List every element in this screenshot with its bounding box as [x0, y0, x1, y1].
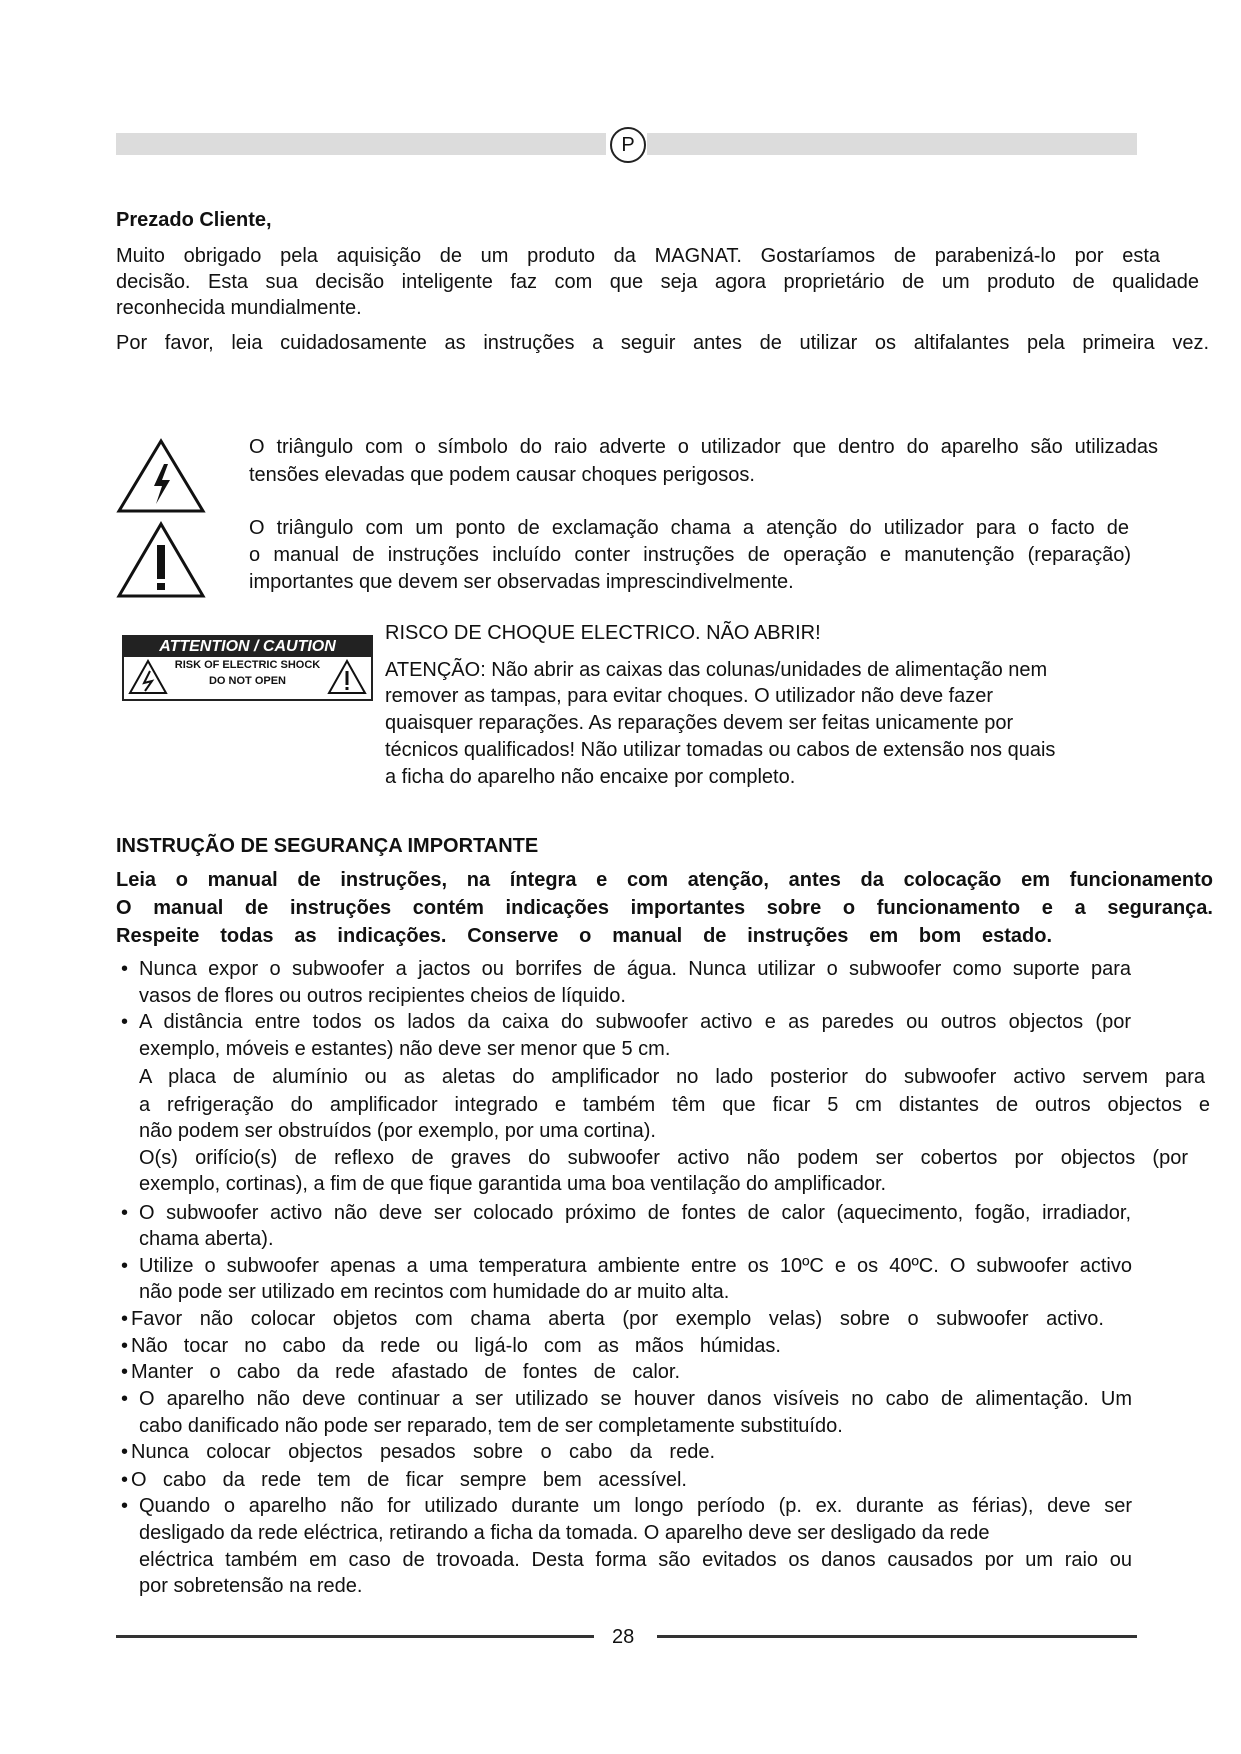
page-number: 28	[612, 1626, 635, 1648]
bullet-icon: •	[121, 1255, 129, 1277]
safety-line: O aparelho não deve continuar a ser utilizado se houver danos visíveis no cabo de alimentação. Um	[139, 1388, 1132, 1410]
safety-line: Nunca colocar objectos pesados sobre o cabo da rede.	[131, 1441, 715, 1463]
intro-line: reconhecida mundialmente.	[116, 297, 362, 319]
safety-line: O cabo da rede tem de ficar sempre bem acessível.	[131, 1469, 687, 1491]
warnings-line: o manual de instruções incluído conter instruções de operação e manutenção (reparação)	[249, 544, 1131, 566]
safety-line: Favor não colocar objetos com chama aberta (por exemplo velas) sobre o subwoofer activo.	[131, 1308, 1104, 1330]
safety-line: Nunca expor o subwoofer a jactos ou borrifes de água. Nunca utilizar o subwoofer como suporte para	[139, 958, 1131, 980]
greeting: Prezado Cliente,	[116, 209, 272, 231]
safety-line: não pode ser utilizado em recintos com humidade do ar muito alta.	[139, 1281, 730, 1303]
caution-label-title: ATTENTION / CAUTION	[124, 637, 371, 657]
language-badge: P	[610, 127, 646, 163]
safety-line: cabo danificado não pode ser reparado, tem de ser completamente substituído.	[139, 1415, 843, 1437]
bullet-icon: •	[121, 1495, 129, 1517]
bullet-icon: •	[121, 958, 129, 980]
footer-rule-right	[657, 1635, 1137, 1638]
caution-exclamation-icon	[327, 659, 367, 695]
safety-line: eléctrica também em caso de trovoada. Desta forma são evitados os danos causados por um raio ou	[139, 1549, 1132, 1571]
warnings-line: importantes que devem ser observadas imprescindivelmente.	[249, 571, 794, 593]
safety-line: exemplo, cortinas), a fim de que fique garantida uma boa ventilação do amplificador.	[139, 1173, 887, 1195]
safety-line: Não tocar no cabo da rede ou ligá-lo com as mãos húmidas.	[131, 1335, 781, 1357]
bullet-icon: •	[121, 1469, 129, 1491]
bullet-icon: •	[121, 1202, 129, 1224]
safety-line: O subwoofer activo não deve ser colocado próximo de fontes de calor (aquecimento, fogão, irradiador,	[139, 1202, 1131, 1224]
intro-line: Muito obrigado pela aquisição de um produto da MAGNAT. Gostaríamos de parabenizá-lo por esta	[116, 245, 1160, 267]
bullet-icon: •	[121, 1308, 129, 1330]
lightning-warning-icon	[116, 438, 206, 514]
safety-line: Respeite todas as indicações. Conserve o manual de instruções em bom estado.	[116, 925, 1052, 947]
exclamation-warning-icon	[116, 521, 206, 599]
bullet-icon: •	[121, 1388, 129, 1410]
caution-text-line: a ficha do aparelho não encaixe por completo.	[385, 766, 796, 788]
safety-line: A distância entre todos os lados da caixa do subwoofer activo e as paredes ou outros objectos (por	[139, 1011, 1131, 1033]
caution-text-line: quaisquer reparações. As reparações devem ser feitas unicamente por	[385, 712, 1014, 734]
caution-text-line: ATENÇÃO: Não abrir as caixas das colunas/unidades de alimentação nem	[385, 659, 1048, 681]
header-bar-right	[647, 133, 1137, 155]
footer-rule-left	[116, 1635, 594, 1638]
warnings-line: tensões elevadas que podem causar choques perigosos.	[249, 464, 755, 486]
caution-text-line: remover as tampas, para evitar choques. O utilizador não deve fazer	[385, 685, 994, 707]
safety-line: exemplo, móveis e estantes) não deve ser menor que 5 cm.	[139, 1038, 671, 1060]
safety-line: O(s) orifício(s) de reflexo de graves do subwoofer activo não podem ser cobertos por objectos (por	[139, 1147, 1188, 1169]
caution-label-line2: DO NOT OPEN	[208, 675, 286, 687]
bullet-icon: •	[121, 1335, 129, 1357]
safety-line: A placa de alumínio ou as aletas do amplificador no lado posterior do subwoofer activo servem para	[139, 1066, 1205, 1088]
safety-line: Utilize o subwoofer apenas a uma temperatura ambiente entre os 10ºC e os 40ºC. O subwoofer activo	[139, 1255, 1132, 1277]
safety-line: chama aberta).	[139, 1228, 274, 1250]
bullet-icon: •	[121, 1361, 129, 1383]
safety-line: O manual de instruções contém indicações importantes sobre o funcionamento e a segurança.	[116, 897, 1213, 919]
caution-lightning-icon	[128, 659, 168, 695]
safety-title: INSTRUÇÃO DE SEGURANÇA IMPORTANTE	[116, 835, 539, 857]
safety-line: vasos de flores ou outros recipientes cheios de líquido.	[139, 985, 626, 1007]
caution-text-line: técnicos qualificados! Não utilizar tomadas ou cabos de extensão nos quais	[385, 739, 1056, 761]
bullet-icon: •	[121, 1441, 129, 1463]
safety-line: Quando o aparelho não for utilizado durante um longo período (p. ex. durante as férias), deve ser	[139, 1495, 1132, 1517]
intro-line: decisão. Esta sua decisão inteligente faz com que seja agora proprietário de um produto de qualidade	[116, 271, 1199, 293]
safety-line: Leia o manual de instruções, na íntegra e com atenção, antes da colocação em funcionamento	[116, 869, 1213, 891]
warnings-line: O triângulo com um ponto de exclamação chama a atenção do utilizador para o facto de	[249, 517, 1129, 539]
safety-line: desligado da rede eléctrica, retirando a ficha da tomada. O aparelho deve ser desligado da rede	[139, 1522, 990, 1544]
caution-label-line1: RISK OF ELECTRIC SHOCK	[174, 659, 321, 671]
warnings-line: O triângulo com o símbolo do raio adverte o utilizador que dentro do aparelho são utilizadas	[249, 436, 1158, 458]
safety-line: não podem ser obstruídos (por exemplo, por uma cortina).	[139, 1120, 656, 1142]
header-bar-left	[116, 133, 606, 155]
safety-line: por sobretensão na rede.	[139, 1575, 363, 1597]
caution-label	[122, 635, 373, 701]
bullet-icon: •	[121, 1011, 129, 1033]
intro-line: Por favor, leia cuidadosamente as instruções a seguir antes de utilizar os altifalantes pela primeira vez.	[116, 332, 1209, 354]
safety-line: a refrigeração do amplificador integrado e também têm que ficar 5 cm distantes de outros objectos e	[139, 1094, 1210, 1116]
safety-line: Manter o cabo da rede afastado de fontes de calor.	[131, 1361, 680, 1383]
caution-text-line: RISCO DE CHOQUE ELECTRICO. NÃO ABRIR!	[385, 622, 821, 644]
